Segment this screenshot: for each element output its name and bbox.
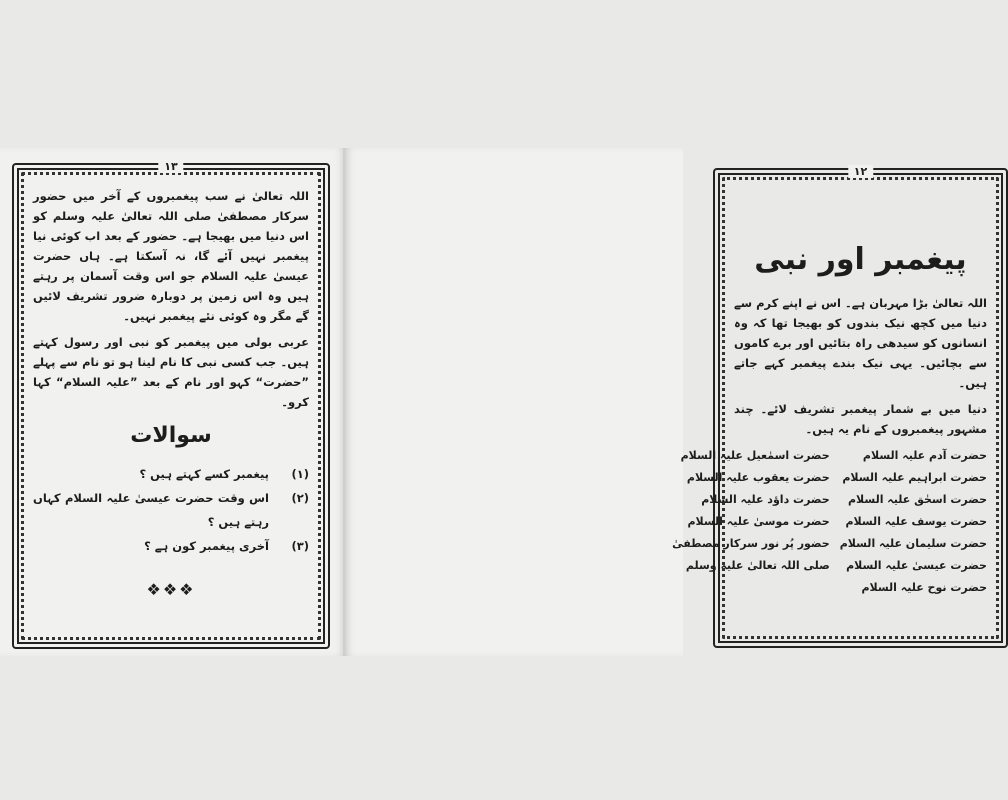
prophet-name: حضرت اسحٰق علیہ السلام [847, 493, 987, 506]
right-paragraph-1: اللہ تعالیٰ بڑا مہربان ہے۔ اس نے اپنے کرم سے دنیا میں کچھ نیک بندوں کو بھیجا تھا کہ وہ انسانوں کو سیدھی راہ بتائیں اور برے کاموں سے بچائیں۔ یہی نیک بندے پیغمبر کہے جاتے ہیں۔ [734, 296, 987, 390]
question-number: (١) [291, 467, 309, 481]
question-text: اس وقت حضرت عیسیٰ علیہ السلام کہاں رہتے ہیں ؟ [33, 491, 269, 529]
questions-list [33, 462, 309, 558]
left-page-border [12, 160, 330, 649]
prophet-name: حضرت آدم علیہ السلام [862, 449, 987, 462]
question-text: آخری پیغمبر کون ہے ؟ [144, 539, 269, 553]
prophet-name: حضرت نوح علیہ السلام [861, 581, 987, 594]
right-page [345, 148, 987, 656]
prophet-name: حضرت عیسیٰ علیہ السلام [846, 559, 987, 572]
end-mark: ❖❖❖ [146, 580, 196, 599]
prophet-name: حضرت اسمٰعیل علیہ السلام [680, 449, 830, 462]
questions-heading: سوالات [130, 423, 212, 448]
book-spread [0, 148, 987, 656]
left-page-content [33, 186, 309, 628]
prophet-name: صلی اللہ تعالیٰ علیہ وسلم [685, 559, 830, 572]
prophet-name: حضرت یوسف علیہ السلام [845, 515, 987, 528]
prophet-name [672, 577, 830, 599]
prophet-name: حضرت سلیمان علیہ السلام [839, 537, 987, 550]
left-page-number: ١٣ [158, 160, 183, 173]
prophet-name: حضور پُر نور سرکار مصطفیٰ [672, 537, 830, 550]
right-page-border [672, 165, 1008, 648]
question-item [33, 486, 309, 534]
question-number: (٢) [291, 491, 309, 505]
question-item [33, 462, 309, 486]
question-number: (٣) [291, 539, 309, 553]
prophet-name: حضرت موسیٰ علیہ السلام [687, 515, 830, 528]
left-paragraph-2: عربی بولی میں پیغمبر کو نبی اور رسول کہتے ہیں۔ جب کسی نبی کا نام لینا ہو تو نام سے پہلے ”حضرت“ کہو اور نام کے بعد ”علیہ السلام“ کہا کرو۔ [33, 335, 309, 409]
prophet-names-list [672, 445, 987, 599]
right-page-content [672, 191, 987, 627]
left-page [0, 148, 345, 656]
question-text: پیغمبر کسے کہتے ہیں ؟ [139, 467, 269, 481]
prophet-name: حضرت یعقوب علیہ السلام [686, 471, 830, 484]
left-paragraph-1: اللہ تعالیٰ نے سب پیغمبروں کے آخر میں حضور سرکار مصطفیٰ صلی اللہ تعالیٰ علیہ وسلم کو اس دنیا میں بھیجا ہے۔ حضور کے بعد اب کوئی نیا پیغمبر نہیں آئے گا، نہ آسکتا ہے۔ ہاں حضرت عیسیٰ علیہ السلام جو اس وقت آسمان پر رہتے ہیں وہ اس زمین پر دوبارہ ضرور تشریف لائیں گے مگر وہ کوئی نئے پیغمبر نہیں۔ [33, 189, 309, 323]
right-paragraph-2: دنیا میں بے شمار پیغمبر تشریف لائے۔ چند مشہور پیغمبروں کے نام یہ ہیں۔ [734, 402, 987, 436]
chapter-title: پیغمبر اور نبی [754, 242, 967, 277]
prophet-name: حضرت ابراہیم علیہ السلام [842, 471, 987, 484]
right-page-number: ١٢ [848, 165, 873, 178]
prophet-name: حضرت داؤد علیہ السلام [701, 493, 830, 506]
question-item [33, 534, 309, 558]
